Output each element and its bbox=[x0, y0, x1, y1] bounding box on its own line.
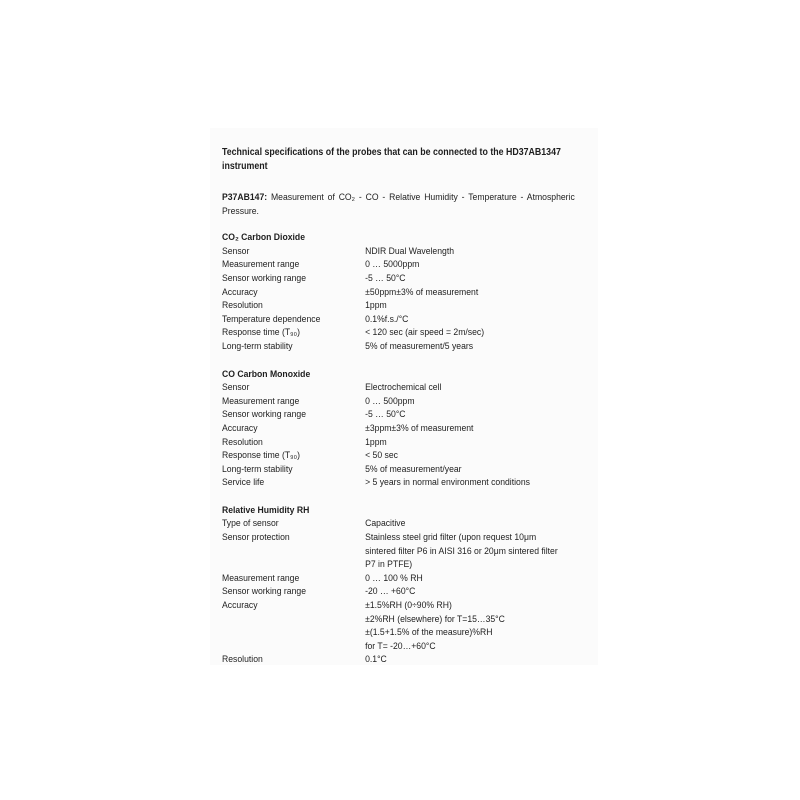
spec-value-line: -20 … +60°C bbox=[365, 586, 416, 598]
spec-row bbox=[222, 299, 577, 313]
spec-value-line: ±(1.5+1.5% of the measure)%RH bbox=[365, 627, 493, 639]
spec-value-line: Electrochemical cell bbox=[365, 382, 442, 394]
spec-value bbox=[365, 381, 577, 395]
spec-value-line: NDIR Dual Wavelength bbox=[365, 245, 455, 257]
spec-row bbox=[222, 326, 577, 340]
spec-row bbox=[222, 313, 577, 327]
spec-row bbox=[222, 572, 577, 586]
spec-value-line: 5% of measurement/year bbox=[365, 463, 462, 475]
section-title: CO Carbon Monoxide bbox=[222, 368, 311, 380]
spec-row bbox=[222, 449, 577, 463]
spec-value bbox=[365, 258, 577, 272]
spec-value bbox=[365, 463, 577, 477]
spec-value bbox=[365, 422, 577, 436]
spec-row bbox=[222, 286, 577, 300]
spec-value-line: < 120 sec (air speed = 2m/sec) bbox=[365, 327, 485, 339]
spec-value bbox=[365, 395, 577, 409]
spec-value-line: Capacitive bbox=[365, 518, 406, 530]
spec-value bbox=[365, 326, 577, 340]
spec-value bbox=[365, 599, 577, 653]
spec-label: Sensor working range bbox=[222, 586, 306, 598]
document-title: Technical specifications of the probes that can be connected to the HD37AB1347 instrument bbox=[222, 147, 561, 172]
spec-value-line: > 5 years in normal environment conditions bbox=[365, 477, 530, 489]
spec-value bbox=[365, 340, 577, 354]
spec-value-line: 5% of measurement/5 years bbox=[365, 340, 474, 352]
spec-value-line: -5 … 50°C bbox=[365, 409, 406, 421]
spec-row bbox=[222, 340, 577, 354]
spec-value-line: 0.1°C bbox=[365, 654, 387, 666]
spec-row bbox=[222, 653, 577, 667]
spec-value bbox=[365, 476, 577, 490]
spec-label: Accuracy bbox=[222, 286, 258, 298]
spec-value bbox=[365, 585, 577, 599]
spec-value-line: -5 … 50°C bbox=[365, 272, 406, 284]
spec-table bbox=[222, 245, 577, 354]
spec-label: Measurement range bbox=[222, 572, 300, 584]
spec-label: Resolution bbox=[222, 436, 263, 448]
spec-label: Resolution bbox=[222, 300, 263, 312]
spec-label: Sensor working range bbox=[222, 409, 306, 421]
spec-value-line: sintered filter P6 in AISI 316 or 20μm sintered filter bbox=[365, 545, 558, 557]
spec-value bbox=[365, 436, 577, 450]
probe-intro bbox=[222, 191, 575, 218]
spec-value-line: ±2%RH (elsewhere) for T=15…35°C bbox=[365, 613, 505, 625]
spec-row bbox=[222, 272, 577, 286]
spec-row bbox=[222, 395, 577, 409]
spec-label: Measurement range bbox=[222, 395, 300, 407]
spec-value bbox=[365, 286, 577, 300]
spec-value-line: Stainless steel grid filter (upon request 10μm bbox=[365, 532, 537, 544]
spec-label: Sensor protection bbox=[222, 532, 290, 544]
spec-label: Response time (T₉₀) bbox=[222, 327, 301, 339]
spec-row bbox=[222, 517, 577, 531]
spec-row bbox=[222, 463, 577, 477]
spec-row bbox=[222, 245, 577, 259]
probe-description: Measurement of CO₂ - CO - Relative Humidity - Temperature - Atmospheric Pressure. bbox=[222, 192, 575, 217]
spec-value-line: 0.1%f.s./°C bbox=[365, 313, 409, 325]
spec-label: Resolution bbox=[222, 654, 263, 666]
spec-label: Long-term stability bbox=[222, 463, 293, 475]
spec-value-line: < 50 sec bbox=[365, 450, 398, 462]
spec-label: Response time (T₉₀) bbox=[222, 450, 301, 462]
spec-sections bbox=[222, 231, 582, 667]
spec-row bbox=[222, 408, 577, 422]
spec-sheet bbox=[222, 146, 582, 667]
spec-value bbox=[365, 313, 577, 327]
spec-row bbox=[222, 476, 577, 490]
spec-row bbox=[222, 422, 577, 436]
spec-value-line: 0 … 5000ppm bbox=[365, 259, 420, 271]
spec-label: Accuracy bbox=[222, 600, 258, 612]
spec-value bbox=[365, 299, 577, 313]
spec-value bbox=[365, 653, 577, 667]
spec-label: Long-term stability bbox=[222, 340, 293, 352]
spec-row bbox=[222, 258, 577, 272]
spec-label: Sensor bbox=[222, 245, 250, 257]
spec-table bbox=[222, 381, 577, 490]
spec-value-line: ±3ppm±3% of measurement bbox=[365, 422, 474, 434]
spec-value-line: 0 … 500ppm bbox=[365, 395, 415, 407]
spec-row bbox=[222, 436, 577, 450]
spec-label: Sensor bbox=[222, 382, 250, 394]
spec-value bbox=[365, 408, 577, 422]
spec-value-line: for T= -20…+60°C bbox=[365, 640, 436, 652]
spec-value bbox=[365, 245, 577, 259]
spec-row bbox=[222, 381, 577, 395]
spec-row bbox=[222, 531, 577, 572]
spec-label: Type of sensor bbox=[222, 518, 279, 530]
spec-row bbox=[222, 585, 577, 599]
spec-value-line: P7 in PTFE) bbox=[365, 559, 413, 571]
spec-table bbox=[222, 517, 577, 667]
spec-value bbox=[365, 517, 577, 531]
spec-label: Accuracy bbox=[222, 422, 258, 434]
spec-row bbox=[222, 599, 577, 653]
spec-value-line: 0 … 100 % RH bbox=[365, 572, 423, 584]
spec-value bbox=[365, 272, 577, 286]
probe-model: P37AB147: bbox=[222, 192, 268, 203]
spec-value-line: ±1.5%RH (0÷90% RH) bbox=[365, 600, 452, 612]
spec-value-line: 1ppm bbox=[365, 300, 387, 312]
spec-value bbox=[365, 449, 577, 463]
section-title: Relative Humidity RH bbox=[222, 504, 310, 516]
spec-value bbox=[365, 531, 577, 572]
section-title: CO₂ Carbon Dioxide bbox=[222, 232, 305, 244]
spec-value-line: 1ppm bbox=[365, 436, 387, 448]
spec-value-line: ±50ppm±3% of measurement bbox=[365, 286, 479, 298]
spec-label: Service life bbox=[222, 477, 265, 489]
spec-value bbox=[365, 572, 577, 586]
spec-label: Measurement range bbox=[222, 259, 300, 271]
spec-label: Sensor working range bbox=[222, 272, 306, 284]
spec-label: Temperature dependence bbox=[222, 313, 321, 325]
